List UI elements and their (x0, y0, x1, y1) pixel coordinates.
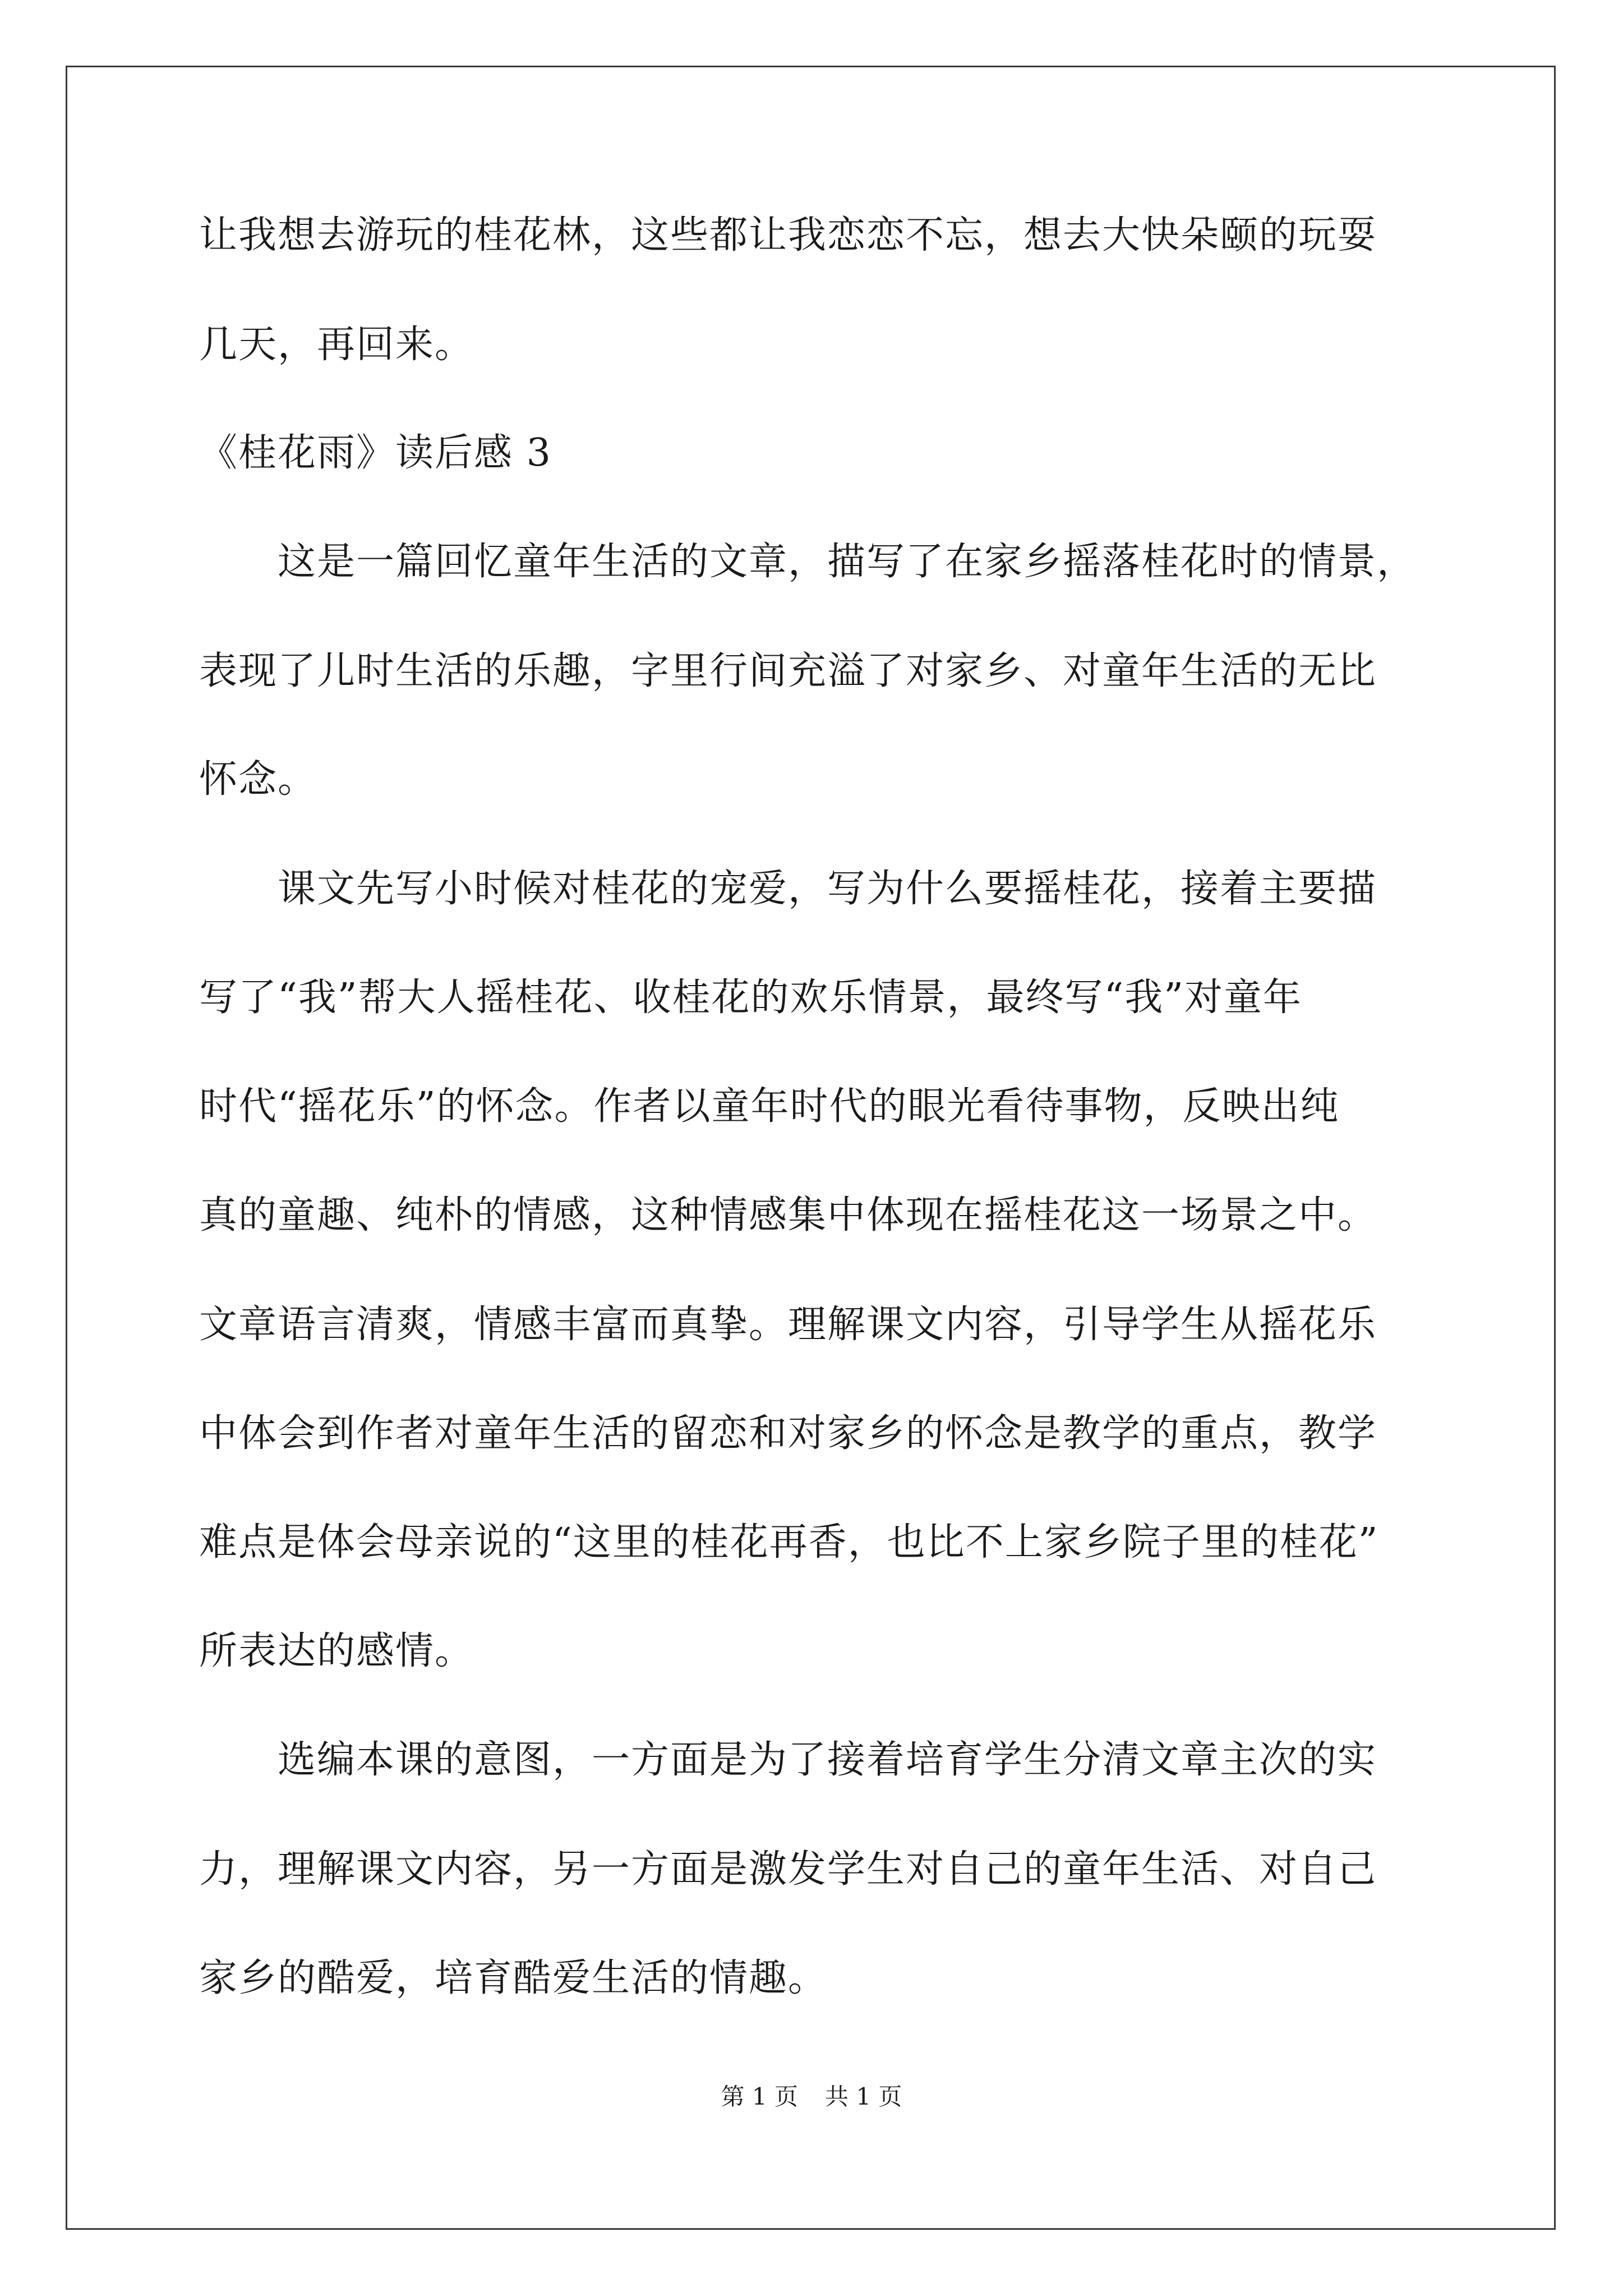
page-border (66, 66, 1556, 2230)
text-line: 写了“我”帮大人摇桂花、收桂花的欢乐情景，最终写“我”对童年 (199, 976, 1303, 1020)
page-footer (0, 2078, 1623, 2112)
text-line: 文章语言清爽，情感丰富而真挚。理解课文内容，引导学生从摇花乐 (199, 1303, 1377, 1347)
text-line: 家乡的酷爱，培育酷爱生活的情趣。 (199, 1956, 828, 2000)
text-line: 怀念。 (199, 757, 317, 802)
text-line: 几天，再回来。 (199, 323, 474, 367)
text-line: 真的童趣、纯朴的情感，这种情感集中体现在摇桂花这一场景之中。 (199, 1193, 1377, 1237)
text-line: 选编本课的意图，一方面是为了接着培育学生分清文章主次的实 (199, 1738, 1377, 1782)
text-line: 时代“摇花乐”的怀念。作者以童年时代的眼光看待事物，反映出纯 (199, 1084, 1340, 1129)
section-heading: 《桂花雨》读后感 3 (199, 431, 552, 475)
page-number: 第 1 页 (721, 2083, 798, 2110)
text-line: 表现了儿时生活的乐趣，字里行间充溢了对家乡、对童年生活的无比 (199, 649, 1377, 693)
text-line: 难点是体会母亲说的“这里的桂花再香，也比不上家乡院子里的桂花” (199, 1520, 1379, 1565)
text-line: 课文先写小时候对桂花的宠爱，写为什么要摇桂花，接着主要描 (199, 867, 1377, 911)
text-line: 这是一篇回忆童年生活的文章，描写了在家乡摇落桂花时的情景， (199, 540, 1417, 584)
text-line: 中体会到作者对童年生活的留恋和对家乡的怀念是教学的重点，教学 (199, 1411, 1377, 1456)
text-line: 所表达的感情。 (199, 1629, 474, 1673)
text-line: 让我想去游玩的桂花林，这些都让我恋恋不忘，想去大快朵颐的玩耍 (199, 213, 1377, 257)
page-total: 共 1 页 (825, 2083, 902, 2110)
text-line: 力，理解课文内容，另一方面是激发学生对自己的童年生活、对自己 (199, 1847, 1377, 1892)
